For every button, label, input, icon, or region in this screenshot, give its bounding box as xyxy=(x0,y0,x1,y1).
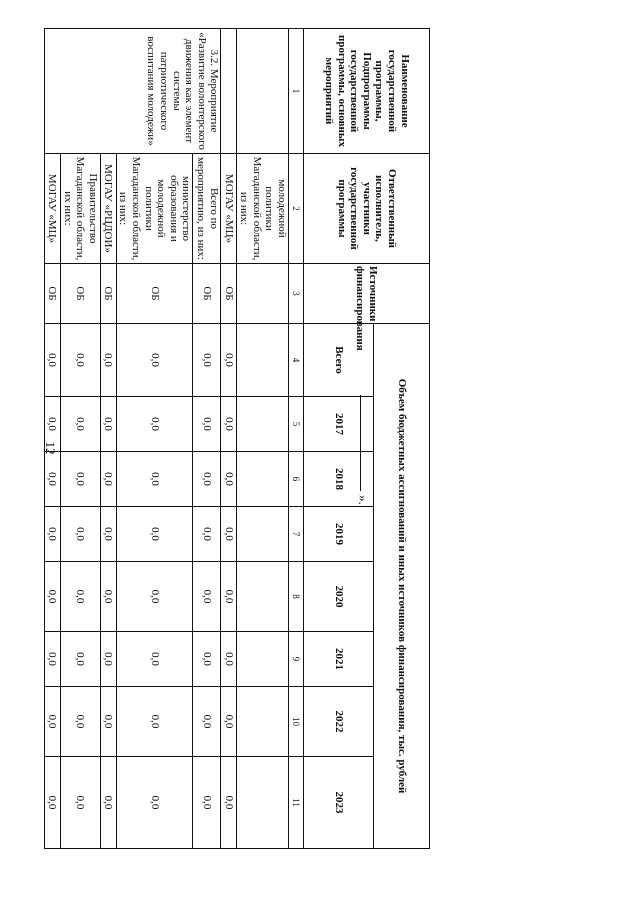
row-executor-cell: МОГАУ «РЦДОИ» xyxy=(100,154,116,264)
row-source-cell: ОБ xyxy=(221,264,237,324)
value-cell: 0,0 xyxy=(193,324,221,397)
value-cell xyxy=(237,452,289,507)
value-cell: 0,0 xyxy=(44,562,60,632)
value-cell xyxy=(237,687,289,757)
value-cell: 0,0 xyxy=(116,757,193,849)
column-number: 9 xyxy=(289,632,304,687)
value-cell: 0,0 xyxy=(100,452,116,507)
value-cell: 0,0 xyxy=(60,397,100,452)
value-cell: 0,0 xyxy=(221,452,237,507)
value-cell: 0,0 xyxy=(193,507,221,562)
header-year: 2022 xyxy=(304,687,374,757)
value-cell xyxy=(237,757,289,849)
value-cell xyxy=(237,397,289,452)
value-cell: 0,0 xyxy=(221,687,237,757)
header-name: Наименование государственной программы, Подпрограммы государственной программы, основных мероприятий xyxy=(304,29,430,154)
column-number: 4 xyxy=(289,324,304,397)
value-cell: 0,0 xyxy=(116,562,193,632)
value-cell: 0,0 xyxy=(44,397,60,452)
value-cell: 0,0 xyxy=(60,687,100,757)
value-cell: 0,0 xyxy=(221,324,237,397)
value-cell: 0,0 xyxy=(193,397,221,452)
value-cell: 0,0 xyxy=(193,452,221,507)
value-cell: 0,0 xyxy=(100,687,116,757)
row-executor-cell: Всего по мероприятию, из них: xyxy=(193,154,221,264)
column-number: 1 xyxy=(289,29,304,154)
value-cell xyxy=(237,562,289,632)
header-year: 2019 xyxy=(304,507,374,562)
value-cell: 0,0 xyxy=(221,757,237,849)
column-number: 10 xyxy=(289,687,304,757)
value-cell: 0,0 xyxy=(60,452,100,507)
row-executor-cell: министерство образования и молодежной политики Магаданской области, из них: xyxy=(116,154,193,264)
value-cell: 0,0 xyxy=(116,632,193,687)
value-cell: 0,0 xyxy=(221,632,237,687)
row-executor-cell: МОГАУ «МЦ» xyxy=(44,154,60,264)
header-funding: Объем бюджетных ассигнований и иных источников финансирования, тыс. рублей xyxy=(374,324,430,849)
header-executor: Ответственный исполнитель, участники государственной программы xyxy=(304,154,430,264)
row-source-cell xyxy=(237,264,289,324)
value-cell: 0,0 xyxy=(100,397,116,452)
row-executor-cell: МОГАУ «МЦ» xyxy=(221,154,237,264)
header-year: 2018 xyxy=(304,452,374,507)
header-total: Всего xyxy=(304,324,374,397)
header-source: Источники финансирования xyxy=(304,264,430,324)
table-row xyxy=(237,29,289,849)
page-number: 12 xyxy=(43,441,58,455)
row-executor-cell: Правительство Магаданской области, их них: xyxy=(60,154,100,264)
column-number: 11 xyxy=(289,757,304,849)
column-number: 5 xyxy=(289,397,304,452)
value-cell: 0,0 xyxy=(44,687,60,757)
value-cell: 0,0 xyxy=(44,452,60,507)
funding-table-rotated xyxy=(46,28,430,848)
column-number: 3 xyxy=(289,264,304,324)
column-number: 7 xyxy=(289,507,304,562)
table-row xyxy=(193,29,221,849)
value-cell xyxy=(237,324,289,397)
value-cell: 0,0 xyxy=(221,507,237,562)
closing-line xyxy=(360,395,361,491)
value-cell: 0,0 xyxy=(100,632,116,687)
value-cell: 0,0 xyxy=(100,507,116,562)
value-cell: 0,0 xyxy=(116,397,193,452)
value-cell: 0,0 xyxy=(116,507,193,562)
row-name-cell: 3.2. Мероприятие «Развитие волонтерского движения как элемент системы патриотического воспитания молодежи» xyxy=(44,29,221,154)
value-cell: 0,0 xyxy=(60,757,100,849)
value-cell: 0,0 xyxy=(100,757,116,849)
value-cell: 0,0 xyxy=(221,562,237,632)
value-cell: 0,0 xyxy=(193,687,221,757)
closing-quote: ». xyxy=(356,495,371,505)
value-cell: 0,0 xyxy=(116,452,193,507)
row-source-cell: ОБ xyxy=(100,264,116,324)
header-year: 2017 xyxy=(304,397,374,452)
value-cell: 0,0 xyxy=(100,324,116,397)
header-year: 2020 xyxy=(304,562,374,632)
value-cell: 0,0 xyxy=(44,757,60,849)
value-cell: 0,0 xyxy=(60,507,100,562)
value-cell: 0,0 xyxy=(100,562,116,632)
row-name-cell xyxy=(237,29,289,154)
value-cell: 0,0 xyxy=(193,632,221,687)
column-number: 2 xyxy=(289,154,304,264)
header-year: 2023 xyxy=(304,757,374,849)
value-cell xyxy=(237,507,289,562)
value-cell: 0,0 xyxy=(60,562,100,632)
column-number: 6 xyxy=(289,452,304,507)
value-cell: 0,0 xyxy=(116,687,193,757)
table-row xyxy=(221,29,237,849)
column-number: 8 xyxy=(289,562,304,632)
row-source-cell: ОБ xyxy=(44,264,60,324)
row-executor-cell: молодежной политики Магаданской области, из них: xyxy=(237,154,289,264)
value-cell: 0,0 xyxy=(193,562,221,632)
row-source-cell: ОБ xyxy=(60,264,100,324)
row-source-cell: ОБ xyxy=(193,264,221,324)
value-cell: 0,0 xyxy=(221,397,237,452)
row-name-cell xyxy=(221,29,237,154)
value-cell: 0,0 xyxy=(44,324,60,397)
header-year: 2021 xyxy=(304,632,374,687)
value-cell: 0,0 xyxy=(60,632,100,687)
closing-mark xyxy=(345,395,375,515)
value-cell xyxy=(237,632,289,687)
value-cell: 0,0 xyxy=(44,507,60,562)
value-cell: 0,0 xyxy=(193,757,221,849)
value-cell: 0,0 xyxy=(116,324,193,397)
value-cell: 0,0 xyxy=(44,632,60,687)
row-source-cell: ОБ xyxy=(116,264,193,324)
value-cell: 0,0 xyxy=(60,324,100,397)
